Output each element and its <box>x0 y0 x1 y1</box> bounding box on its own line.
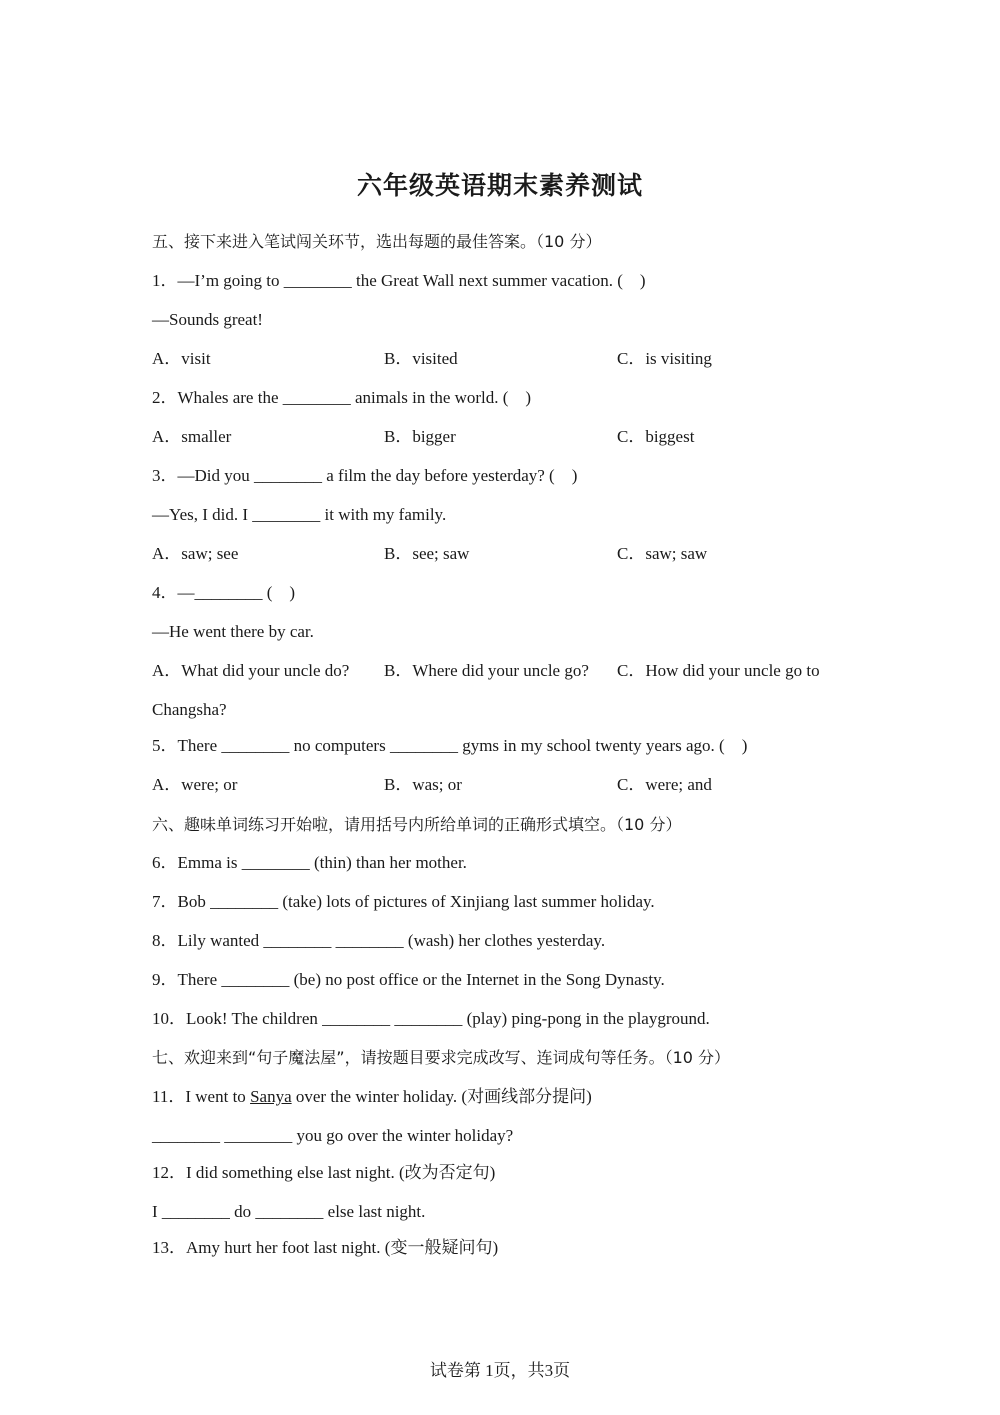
question-4-stem: 4．—________ ( ) <box>152 583 296 602</box>
question-11-stem-post: over the winter holiday. (对画线部分提问) <box>291 1087 592 1106</box>
section-5-heading: 五、接下来进入笔试闯关环节，选出每题的最佳答案。（10 分） <box>152 232 602 251</box>
section-6-heading: 六、趣味单词练习开始啦，请用括号内所给单词的正确形式填空。（10 分） <box>152 815 682 834</box>
question-3-option-c: C．saw; saw <box>617 544 708 563</box>
question-5-option-b: B．was; or <box>384 775 462 794</box>
question-1-option-a: A．visit <box>152 349 211 368</box>
question-1-option-c: C．is visiting <box>617 349 712 368</box>
question-7: 7．Bob ________ (take) lots of pictures of Xinjiang last summer holiday. <box>152 892 655 911</box>
question-3-option-b: B．see; saw <box>384 544 470 563</box>
question-2-option-a: A．smaller <box>152 427 232 446</box>
question-4-reply: —He went there by car. <box>152 622 314 641</box>
section-7-heading: 七、欢迎来到“句子魔法屋”，请按题目要求完成改写、连词成句等任务。（10 分） <box>152 1048 731 1067</box>
question-12-stem: 12．I did something else last night. (改为否定句) <box>152 1163 496 1182</box>
question-3-reply: —Yes, I did. I ________ it with my family. <box>152 505 447 524</box>
question-13-stem: 13．Amy hurt her foot last night. (变一般疑问句) <box>152 1238 499 1257</box>
question-4-option-c-continued: Changsha? <box>152 700 227 719</box>
question-9: 9．There ________ (be) no post office or the Internet in the Song Dynasty. <box>152 970 665 989</box>
question-11-underlined-word: Sanya <box>250 1087 292 1106</box>
question-5-stem: 5．There ________ no computers ________ gyms in my school twenty years ago. ( ) <box>152 736 748 755</box>
question-12-answer-line: I ________ do ________ else last night. <box>152 1202 426 1221</box>
question-3-option-a: A．saw; see <box>152 544 239 563</box>
question-1-option-b: B．visited <box>384 349 458 368</box>
page-footer: 试卷第 1页，共3页 <box>429 1361 571 1380</box>
question-2-option-c: C．biggest <box>617 427 695 446</box>
question-11-stem <box>152 1086 592 1108</box>
question-8: 8．Lily wanted ________ ________ (wash) her clothes yesterday. <box>152 931 606 950</box>
question-5-option-c: C．were; and <box>617 775 712 794</box>
question-6: 6．Emma is ________ (thin) than her mother. <box>152 853 467 872</box>
question-11-stem-pre: 11．I went to <box>152 1087 251 1106</box>
question-10: 10．Look! The children ________ ________ (play) ping-pong in the playground. <box>152 1009 710 1028</box>
question-2-option-b: B．bigger <box>384 427 456 446</box>
question-1-reply: —Sounds great! <box>152 310 263 329</box>
question-4-option-c: C．How did your uncle go to <box>617 661 820 680</box>
page-title: 六年级英语期末素养测试 <box>356 171 643 200</box>
question-4-option-a: A．What did your uncle do? <box>152 661 350 680</box>
question-3-stem: 3．—Did you ________ a film the day before yesterday? ( ) <box>152 466 578 485</box>
question-1-stem: 1．—I’m going to ________ the Great Wall next summer vacation. ( ) <box>152 271 646 290</box>
question-11-answer-line: ________ ________ you go over the winter holiday? <box>152 1126 514 1145</box>
question-5-option-a: A．were; or <box>152 775 238 794</box>
question-4-option-b: B．Where did your uncle go? <box>384 661 589 680</box>
question-2-stem: 2．Whales are the ________ animals in the world. ( ) <box>152 388 532 407</box>
